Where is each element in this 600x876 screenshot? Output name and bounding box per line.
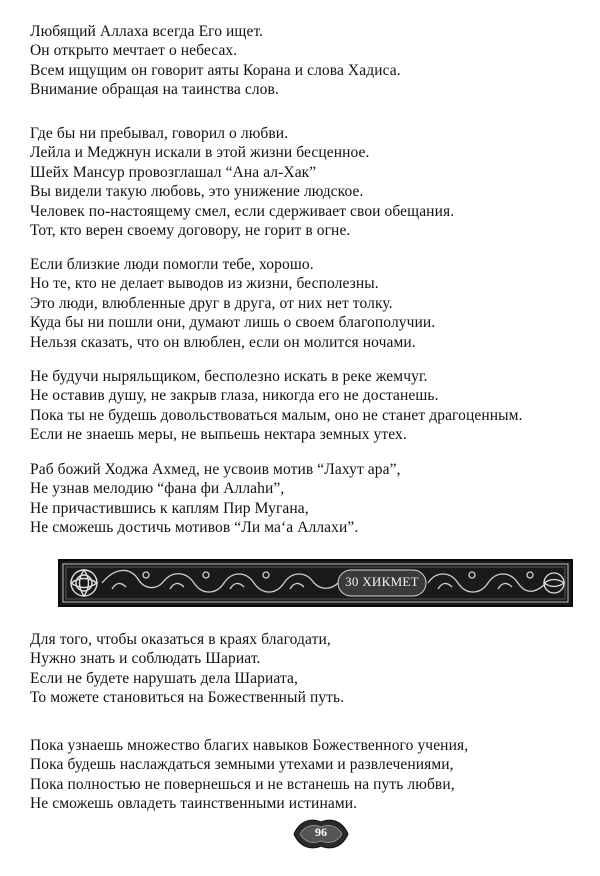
stanza-7 <box>30 736 590 814</box>
verse-line: Это люди, влюбленные друг в друга, от них нет толку. <box>30 294 393 312</box>
stanza-4 <box>30 367 590 445</box>
chapter-title: 30 ХИКМЕТ <box>345 574 419 589</box>
verse-line: Для того, чтобы оказаться в краях благодати, <box>30 631 331 648</box>
stanza-2 <box>30 124 590 240</box>
page-number: 96 <box>315 825 327 839</box>
verse-line: То можете становиться на Божественный путь. <box>30 689 345 707</box>
verse-line: Пока будешь наслаждаться земными утехами и развлечениями, <box>30 756 454 774</box>
page-number-badge <box>290 814 352 854</box>
verse-line: Если не знаешь меры, не выпьешь нектара земных утех. <box>30 426 407 444</box>
verse-line: Пока полностью не повернешься и не встанешь на путь любви, <box>30 775 455 793</box>
verse-line: Лейла и Меджнун искали в этой жизни бесценное. <box>30 144 370 162</box>
verse-line: Если близкие люди помогли тебе, хорошо. <box>30 256 314 273</box>
verse-line: Вы видели такую любовь, это унижение людское. <box>30 183 364 201</box>
verse-line: Не сможешь достичь мотивов “Ли ма‘а Аллахи”. <box>30 519 359 537</box>
verse-line: Нельзя сказать, что он влюблен, если он молится ночами. <box>30 333 416 351</box>
verse-line: Человек по-настоящему смел, если сдерживает свои обещания. <box>30 202 455 220</box>
verse-line: Не узнав мелодию “фана фи Аллаhи”, <box>30 480 285 498</box>
verse-line: Но те, кто не делает выводов из жизни, бесполезны. <box>30 275 379 293</box>
verse-line: Нужно знать и соблюдать Шариат. <box>30 650 261 668</box>
verse-line: Куда бы ни пошли они, думают лишь о своем благополучии. <box>30 314 436 332</box>
verse-line: Раб божий Ходжа Ахмед, не усвоив мотив “Лахут ара”, <box>30 461 401 478</box>
verse-line: Тот, кто верен своему договору, не горит в огне. <box>30 222 351 240</box>
verse-line: Не будучи ныряльщиком, бесполезно искать в реке жемчуг. <box>30 368 428 385</box>
verse-line: Пока ты не будешь довольствоваться малым, оно не станет драгоценным. <box>30 406 523 424</box>
verse-line: Пока узнаешь множество благих навыков Божественного учения, <box>30 737 469 754</box>
stanza-1 <box>30 22 590 100</box>
verse-line: Не причастившись к каплям Пир Мугана, <box>30 499 309 517</box>
verse-line: Он открыто мечтает о небесах. <box>30 42 238 60</box>
verse-line: Внимание обращая на таинства слов. <box>30 81 279 99</box>
stanza-6 <box>30 630 590 708</box>
verse-line: Не сможешь овладеть таинственными истинами. <box>30 795 358 813</box>
stanza-5 <box>30 460 590 538</box>
verse-line: Любящий Аллаха всегда Его ищет. <box>30 23 264 40</box>
verse-line: Не оставив душу, не закрыв глаза, никогда его не достанешь. <box>30 387 439 405</box>
ornament-pattern-icon <box>60 561 571 605</box>
verse-line: Где бы ни пребывал, говорил о любви. <box>30 125 289 142</box>
verse-line: Шейх Мансур провозглашал “Ана ал-Хак” <box>30 163 317 181</box>
stanza-3 <box>30 255 590 352</box>
verse-line: Всем ищущим он говорит аяты Корана и слова Хадиса. <box>30 61 401 79</box>
verse-line: Если не будете нарушать дела Шариата, <box>30 669 298 687</box>
chapter-banner <box>58 559 573 607</box>
